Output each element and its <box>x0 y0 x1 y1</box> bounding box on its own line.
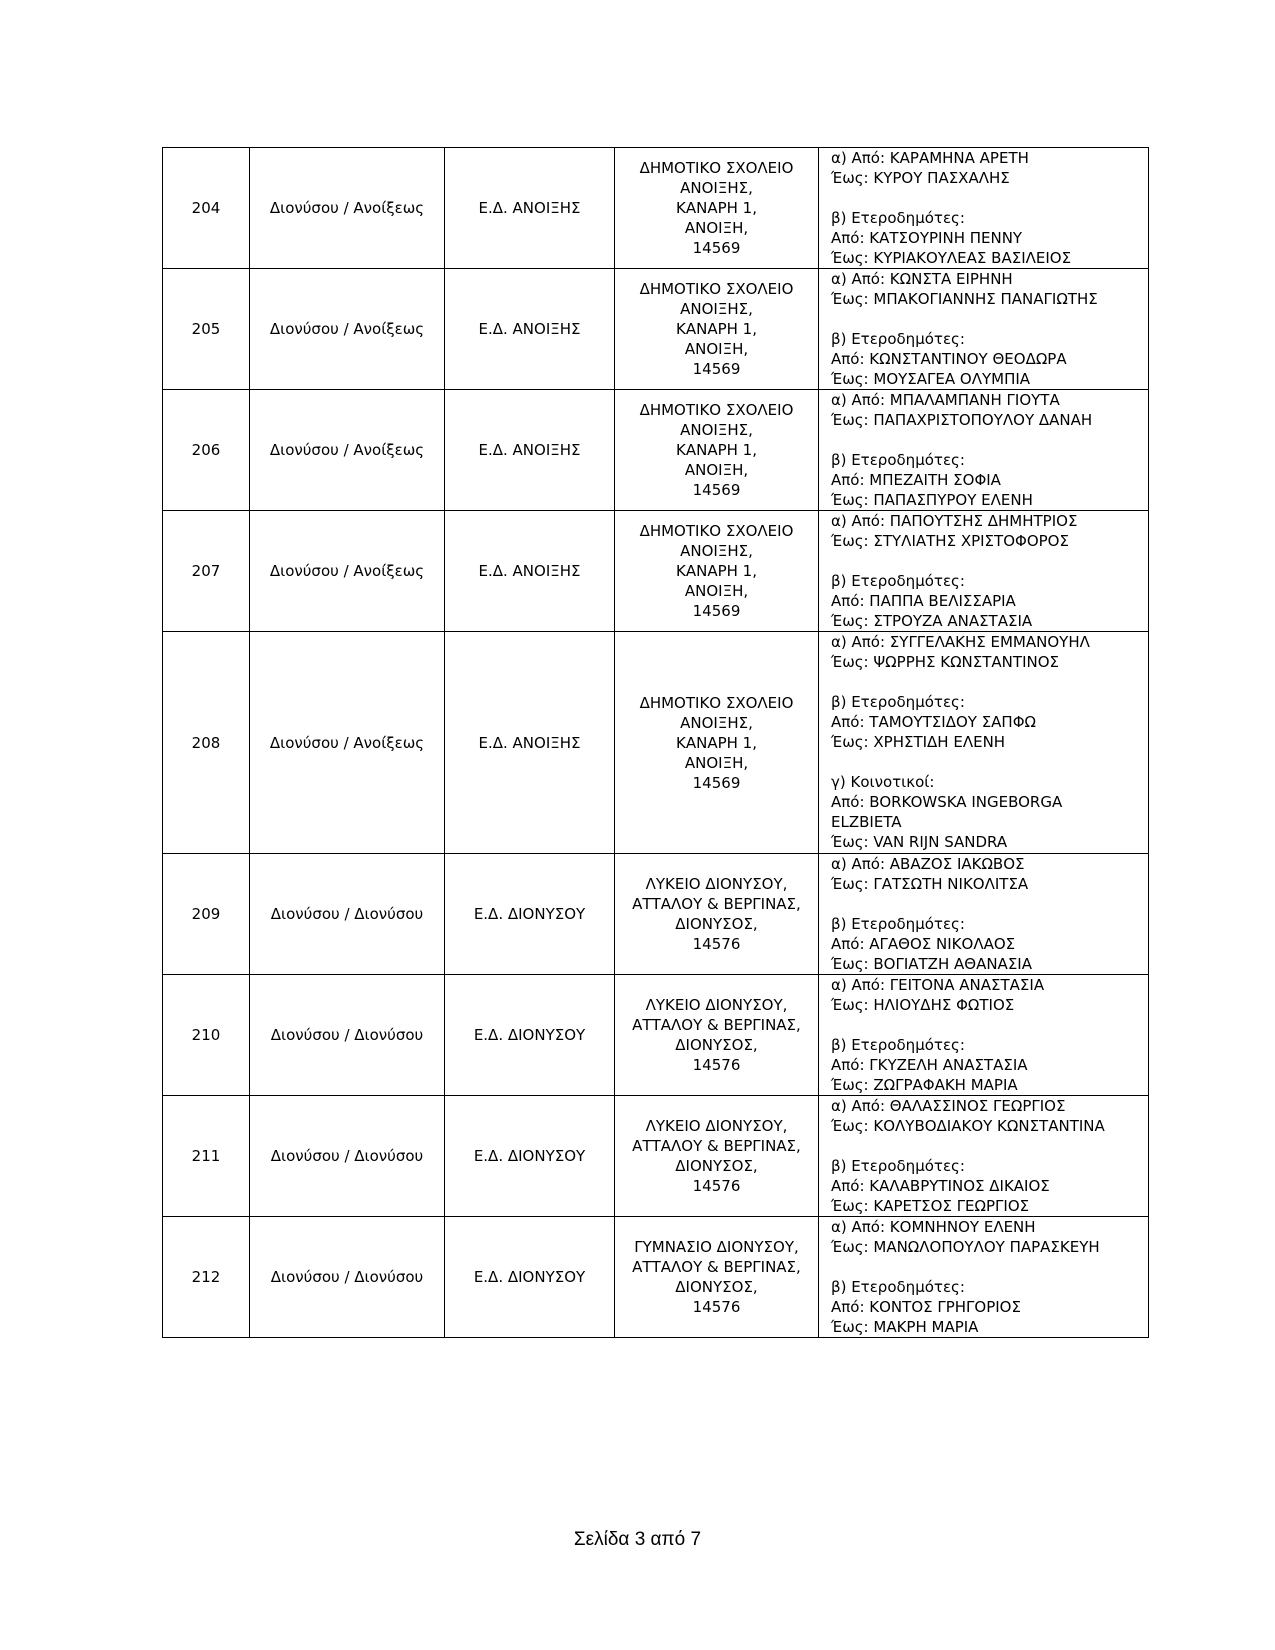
address-line: ΚΑΝΑΡΗ 1, <box>676 441 757 459</box>
address-line: ΑΝΟΙΞΗ, <box>684 582 749 600</box>
address-line: ΑΝΟΙΞΗΣ, <box>680 542 753 560</box>
line-gap <box>831 309 1148 329</box>
address-line: 14576 <box>692 1298 741 1316</box>
address-line: ΚΑΝΑΡΗ 1, <box>676 733 757 752</box>
address-line: ΔΙΟΝΥΣΟΣ, <box>675 1157 758 1175</box>
voter-range-line: Έως: ΜΑΝΩΛΟΠΟΥΛΟΥ ΠΑΡΑΣΚΕΥΗ <box>831 1238 1100 1256</box>
voter-range-line: Από: ΑΓΑΘΟΣ ΝΙΚΟΛΑΟΣ <box>831 935 1016 953</box>
line-gap <box>831 894 1148 914</box>
voter-range-line: Έως: ΨΩΡΡΗΣ ΚΩΝΣΤΑΝΤΙΝΟΣ <box>831 653 1059 671</box>
address-line: ΛΥΚΕΙΟ ΔΙΟΝΥΣΟΥ, <box>645 1117 788 1135</box>
voter-range-line: Έως: VAN RIJN SANDRA <box>831 833 1008 851</box>
address-line: 14576 <box>692 935 741 953</box>
voter-range-line: Από: ΓΚΥΖΕΛΗ ΑΝΑΣΤΑΣΙΑ <box>831 1056 1028 1074</box>
address-line: ΛΥΚΕΙΟ ΔΙΟΝΥΣΟΥ, <box>645 996 788 1014</box>
voters-range-cell <box>819 1096 1149 1217</box>
address-line: ΚΑΝΑΡΗ 1, <box>676 199 757 217</box>
voter-range-line: Έως: ΚΑΡΕΤΣΟΣ ΓΕΩΡΓΙΟΣ <box>831 1197 1030 1215</box>
address-line: ΛΥΚΕΙΟ ΔΙΟΝΥΣΟΥ, <box>645 875 788 893</box>
address-line: ΑΤΤΑΛΟΥ & ΒΕΡΓΙΝΑΣ, <box>632 895 801 913</box>
address-line: ΑΝΟΙΞΗΣ, <box>680 713 753 732</box>
address-cell <box>615 854 819 975</box>
voter-range-line: Έως: ΗΛΙΟΥΔΗΣ ΦΩΤΙΟΣ <box>831 996 1015 1014</box>
municipality-cell: Διονύσου / Ανοίξεως <box>250 148 445 269</box>
address-line: ΑΤΤΑΛΟΥ & ΒΕΡΓΙΝΑΣ, <box>632 1137 801 1155</box>
address-line: ΔΗΜΟΤΙΚΟ ΣΧΟΛΕΙΟ <box>639 280 794 298</box>
line-gap <box>831 551 1148 571</box>
voter-range-line: Από: ΚΑΤΣΟΥΡΙΝΗ ΠΕΝΝΥ <box>831 229 1023 247</box>
address-line: ΔΗΜΟΤΙΚΟ ΣΧΟΛΕΙΟ <box>639 522 794 540</box>
voter-range-line: β) Ετεροδημότες: <box>831 1278 965 1296</box>
voter-range-line: Έως: ΠΑΠΑΣΠΥΡΟΥ ΕΛΕΝΗ <box>831 491 1033 509</box>
address-cell <box>615 148 819 269</box>
voter-range-line: Από: ΠΑΠΠΑ ΒΕΛΙΣΣΑΡΙΑ <box>831 592 1016 610</box>
line-gap <box>831 752 1148 772</box>
address-line: ΑΝΟΙΞΗ, <box>684 219 749 237</box>
voters-range-cell <box>819 854 1149 975</box>
voters-range-cell <box>819 632 1149 854</box>
voter-range-line: β) Ετεροδημότες: <box>831 330 965 348</box>
address-line: ΔΗΜΟΤΙΚΟ ΣΧΟΛΕΙΟ <box>639 159 794 177</box>
voter-range-line: α) Από: ΚΟΜΝΗΝΟΥ ΕΛΕΝΗ <box>831 1218 1036 1236</box>
line-gap <box>831 1015 1148 1035</box>
voter-range-line: Έως: ΜΟΥΣΑΓΕΑ ΟΛΥΜΠΙΑ <box>831 370 1031 388</box>
address-cell <box>615 269 819 390</box>
voters-range-cell <box>819 390 1149 511</box>
address-line: ΑΝΟΙΞΗ, <box>684 340 749 358</box>
line-gap <box>831 1257 1148 1277</box>
address-line: 14569 <box>692 239 741 257</box>
electoral-unit-cell: Ε.Δ. ΔΙΟΝΥΣΟΥ <box>445 975 615 1096</box>
station-number-cell: 211 <box>163 1096 250 1217</box>
electoral-unit-cell: Ε.Δ. ΑΝΟΙΞΗΣ <box>445 148 615 269</box>
address-cell <box>615 390 819 511</box>
electoral-unit-cell: Ε.Δ. ΔΙΟΝΥΣΟΥ <box>445 854 615 975</box>
station-number-cell: 210 <box>163 975 250 1096</box>
table-row <box>163 148 1149 269</box>
address-line: 14576 <box>692 1056 741 1074</box>
voter-range-line: α) Από: ΓΕΙΤΟΝΑ ΑΝΑΣΤΑΣΙΑ <box>831 976 1045 994</box>
voter-range-line: β) Ετεροδημότες: <box>831 1036 965 1054</box>
voter-range-line: Έως: ΜΠΑΚΟΓΙΑΝΝΗΣ ΠΑΝΑΓΙΩΤΗΣ <box>831 290 1098 308</box>
line-gap <box>831 672 1148 692</box>
address-line: 14569 <box>692 773 741 792</box>
municipality-cell: Διονύσου / Ανοίξεως <box>250 390 445 511</box>
table-row <box>163 1217 1149 1338</box>
address-line: ΑΝΟΙΞΗ, <box>684 461 749 479</box>
page-footer <box>0 1529 1275 1551</box>
address-line: ΑΝΟΙΞΗ, <box>684 753 749 772</box>
municipality-cell: Διονύσου / Ανοίξεως <box>250 269 445 390</box>
voter-range-line: Από: ΚΑΛΑΒΡΥΤΙΝΟΣ ΔΙΚΑΙΟΣ <box>831 1177 1050 1195</box>
station-number-cell: 207 <box>163 511 250 632</box>
station-number-cell: 209 <box>163 854 250 975</box>
station-number-cell: 212 <box>163 1217 250 1338</box>
voter-range-line: α) Από: ΚΩΝΣΤΑ ΕΙΡΗΝΗ <box>831 270 1013 288</box>
address-line: ΓΥΜΝΑΣΙΟ ΔΙΟΝΥΣΟΥ, <box>634 1238 799 1256</box>
voter-range-line: Έως: ΣΤΡΟΥΖΑ ΑΝΑΣΤΑΣΙΑ <box>831 612 1033 630</box>
electoral-unit-cell: Ε.Δ. ΔΙΟΝΥΣΟΥ <box>445 1096 615 1217</box>
voter-range-line: Από: ΚΩΝΣΤΑΝΤΙΝΟΥ ΘΕΟΔΩΡΑ <box>831 350 1067 368</box>
address-line: 14576 <box>692 1177 741 1195</box>
address-line: ΔΗΜΟΤΙΚΟ ΣΧΟΛΕΙΟ <box>639 693 794 712</box>
voter-range-line: β) Ετεροδημότες: <box>831 915 965 933</box>
address-cell <box>615 511 819 632</box>
station-number-cell: 205 <box>163 269 250 390</box>
municipality-cell: Διονύσου / Ανοίξεως <box>250 632 445 854</box>
voter-range-line: Έως: ΚΥΡΟΥ ΠΑΣΧΑΛΗΣ <box>831 169 1010 187</box>
voter-range-line: Από: ΤΑΜΟΥΤΣΙΔΟΥ ΣΑΠΦΩ <box>831 713 1036 731</box>
voters-range-cell <box>819 1217 1149 1338</box>
voters-range-cell <box>819 511 1149 632</box>
address-line: ΑΝΟΙΞΗΣ, <box>680 300 753 318</box>
address-line: 14569 <box>692 481 741 499</box>
address-line: ΔΙΟΝΥΣΟΣ, <box>675 1036 758 1054</box>
voter-range-line: α) Από: ΚΑΡΑΜΗΝΑ ΑΡΕΤΗ <box>831 149 1029 167</box>
table-body <box>163 148 1149 1338</box>
voters-range-cell <box>819 975 1149 1096</box>
table-row <box>163 854 1149 975</box>
voter-range-line: Έως: ΣΤΥΛΙΑΤΗΣ ΧΡΙΣΤΟΦΟΡΟΣ <box>831 532 1069 550</box>
address-line: 14569 <box>692 360 741 378</box>
voter-range-line: α) Από: ΜΠΑΛΑΜΠΑΝΗ ΓΙΟΥΤΑ <box>831 391 1060 409</box>
voter-range-line: β) Ετεροδημότες: <box>831 693 965 711</box>
voter-range-line: Από: ΚΟΝΤΟΣ ΓΡΗΓΟΡΙΟΣ <box>831 1298 1021 1316</box>
page-number-label: Σελίδα 3 από 7 <box>573 1529 702 1550</box>
address-line: ΚΑΝΑΡΗ 1, <box>676 320 757 338</box>
line-gap <box>831 1136 1148 1156</box>
address-cell <box>615 1096 819 1217</box>
address-line: ΚΑΝΑΡΗ 1, <box>676 562 757 580</box>
voter-range-line: α) Από: ΣΥΓΓΕΛΑΚΗΣ ΕΜΜΑΝΟΥΗΛ <box>831 633 1090 651</box>
voter-range-line: Έως: ΧΡΗΣΤΙΔΗ ΕΛΕΝΗ <box>831 733 1006 751</box>
line-gap <box>831 188 1148 208</box>
address-line: ΔΗΜΟΤΙΚΟ ΣΧΟΛΕΙΟ <box>639 401 794 419</box>
voter-range-line: α) Από: ΘΑΛΑΣΣΙΝΟΣ ΓΕΩΡΓΙΟΣ <box>831 1097 1066 1115</box>
voter-range-line: Έως: ΜΑΚΡΗ ΜΑΡΙΑ <box>831 1318 979 1336</box>
address-line: ΑΤΤΑΛΟΥ & ΒΕΡΓΙΝΑΣ, <box>632 1258 801 1276</box>
table-row <box>163 390 1149 511</box>
voters-range-cell <box>819 148 1149 269</box>
voter-range-line: β) Ετεροδημότες: <box>831 572 965 590</box>
address-cell <box>615 632 819 854</box>
address-line: ΑΝΟΙΞΗΣ, <box>680 179 753 197</box>
address-line: ΔΙΟΝΥΣΟΣ, <box>675 1278 758 1296</box>
voter-range-line: Από: ΜΠΕΖΑΙΤΗ ΣΟΦΙΑ <box>831 471 1001 489</box>
address-line: ΑΝΟΙΞΗΣ, <box>680 421 753 439</box>
voter-range-line: Έως: ΖΩΓΡΑΦΑΚΗ ΜΑΡΙΑ <box>831 1076 1018 1094</box>
address-line: ΑΤΤΑΛΟΥ & ΒΕΡΓΙΝΑΣ, <box>632 1016 801 1034</box>
voters-range-cell <box>819 269 1149 390</box>
municipality-cell: Διονύσου / Διονύσου <box>250 1217 445 1338</box>
station-number-cell: 204 <box>163 148 250 269</box>
voter-range-line: Έως: ΒΟΓΙΑΤΖΗ ΑΘΑΝΑΣΙΑ <box>831 955 1032 973</box>
voter-range-line: Από: BORKOWSKA INGEBORGA <box>831 793 1063 811</box>
table-row <box>163 975 1149 1096</box>
voter-range-line: Έως: ΠΑΠΑΧΡΙΣΤΟΠΟΥΛΟΥ ΔΑΝΑΗ <box>831 411 1093 429</box>
municipality-cell: Διονύσου / Διονύσου <box>250 975 445 1096</box>
table-row <box>163 511 1149 632</box>
voter-range-line: Έως: ΓΑΤΣΩΤΗ ΝΙΚΟΛΙΤΣΑ <box>831 875 1029 893</box>
address-line: ΔΙΟΝΥΣΟΣ, <box>675 915 758 933</box>
address-cell <box>615 975 819 1096</box>
station-number-cell: 208 <box>163 632 250 854</box>
voter-range-line: β) Ετεροδημότες: <box>831 1157 965 1175</box>
electoral-unit-cell: Ε.Δ. ΑΝΟΙΞΗΣ <box>445 511 615 632</box>
table-row <box>163 632 1149 854</box>
voter-range-line: β) Ετεροδημότες: <box>831 209 965 227</box>
electoral-unit-cell: Ε.Δ. ΑΝΟΙΞΗΣ <box>445 269 615 390</box>
voter-range-line: Έως: ΚΟΛΥΒΟΔΙΑΚΟΥ ΚΩΝΣΤΑΝΤΙΝΑ <box>831 1117 1105 1135</box>
municipality-cell: Διονύσου / Ανοίξεως <box>250 511 445 632</box>
voter-range-line: Έως: ΚΥΡΙΑΚΟΥΛΕΑΣ ΒΑΣΙΛΕΙΟΣ <box>831 249 1072 267</box>
voter-range-line: α) Από: ΑΒΑΖΟΣ ΙΑΚΩΒΟΣ <box>831 855 1025 873</box>
municipality-cell: Διονύσου / Διονύσου <box>250 1096 445 1217</box>
electoral-unit-cell: Ε.Δ. ΑΝΟΙΞΗΣ <box>445 390 615 511</box>
address-cell <box>615 1217 819 1338</box>
voter-range-line: β) Ετεροδημότες: <box>831 451 965 469</box>
electoral-unit-cell: Ε.Δ. ΔΙΟΝΥΣΟΥ <box>445 1217 615 1338</box>
address-line: 14569 <box>692 602 741 620</box>
table-row <box>163 269 1149 390</box>
voter-range-line: α) Από: ΠΑΠΟΥΤΣΗΣ ΔΗΜΗΤΡΙΟΣ <box>831 512 1078 530</box>
line-gap <box>831 430 1148 450</box>
municipality-cell: Διονύσου / Διονύσου <box>250 854 445 975</box>
electoral-unit-cell: Ε.Δ. ΑΝΟΙΞΗΣ <box>445 632 615 854</box>
polling-stations-table <box>162 147 1149 1338</box>
station-number-cell: 206 <box>163 390 250 511</box>
table-row <box>163 1096 1149 1217</box>
voter-range-line: γ) Κοινοτικοί: <box>831 773 935 791</box>
voter-range-line: ELZBIETA <box>831 813 902 831</box>
